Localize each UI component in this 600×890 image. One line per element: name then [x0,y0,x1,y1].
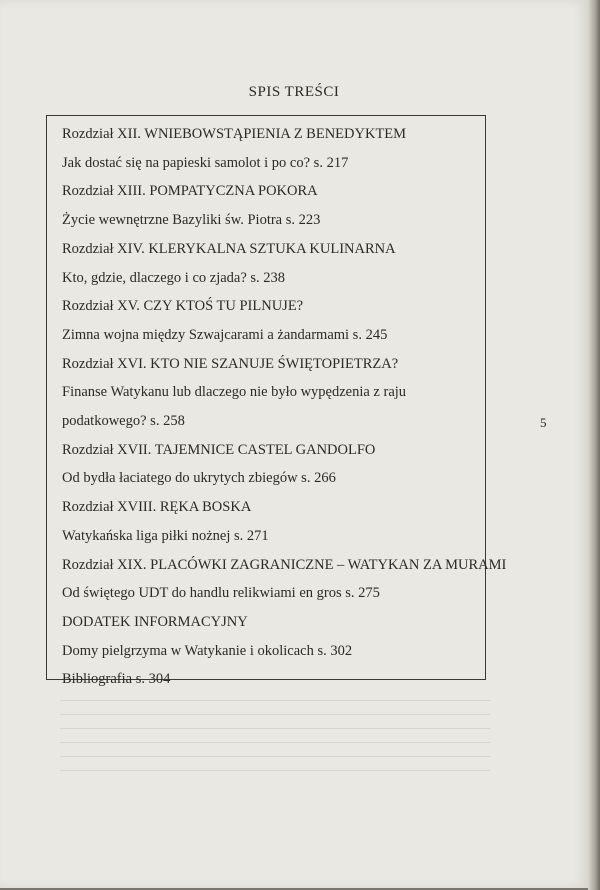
toc-entry: Bibliografia s. 304 [62,671,171,688]
toc-list [62,120,532,694]
page-edge [588,0,600,890]
toc-chapter-heading: Rozdział XVII. TAJEMNICE CASTEL GANDOLFO [62,441,376,458]
toc-entry: Domy pielgrzyma w Watykanie i okolicach s. 302 [62,642,353,659]
toc-entry: Od świętego UDT do handlu relikwiami en gros s. 275 [62,585,380,602]
toc-section-heading: DODATEK INFORMACYJNY [62,613,248,630]
page-title: SPIS TREŚCI [248,84,340,100]
toc-chapter-heading: Rozdział XVIII. RĘKA BOSKA [62,499,252,516]
page-number: 5 [540,415,547,430]
bleed-through-text [60,700,490,780]
toc-entry: Kto, gdzie, dlaczego i co zjada? s. 238 [62,269,286,286]
toc-chapter-heading: Rozdział XV. CZY KTOŚ TU PILNUJE? [62,298,304,315]
toc-entry: Zimna wojna między Szwajcarami a żandarmami s. 245 [62,326,388,343]
toc-chapter-heading: Rozdział XVI. KTO NIE SZANUJE ŚWIĘTOPIETRZA? [62,355,399,372]
toc-chapter-heading: Rozdział XIX. PLACÓWKI ZAGRANICZNE – WATYKAN ZA MURAMI [62,556,507,573]
toc-chapter-heading: Rozdział XIV. KLERYKALNA SZTUKA KULINARNA [62,240,396,257]
toc-chapter-heading: Rozdział XIII. POMPATYCZNA POKORA [62,183,318,200]
toc-entry-continuation: podatkowego? s. 258 [62,413,185,430]
toc-entry: Jak dostać się na papieski samolot i po co? s. 217 [62,154,349,171]
toc-entry: Watykańska liga piłki nożnej s. 271 [62,527,269,544]
toc-entry: Życie wewnętrzne Bazyliki św. Piotra s. 223 [62,212,321,229]
toc-entry: Od bydła łaciatego do ukrytych zbiegów s. 266 [62,470,336,487]
toc-entry: Finanse Watykanu lub dlaczego nie było wypędzenia z raju [62,384,407,401]
toc-chapter-heading: Rozdział XII. WNIEBOWSTĄPIENIA Z BENEDYKTEM [62,126,407,142]
